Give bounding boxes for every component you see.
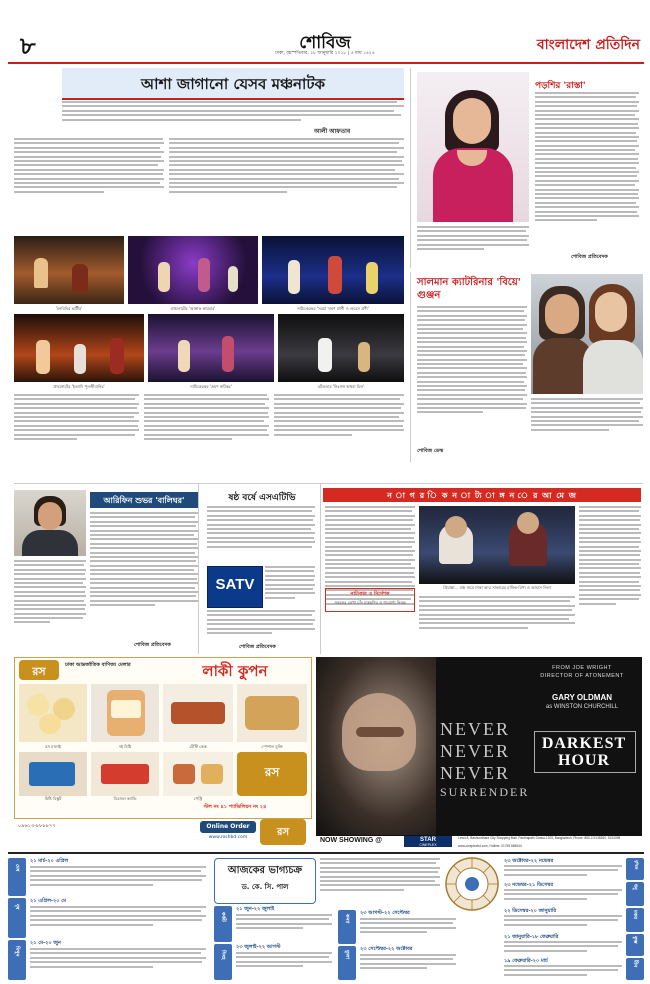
label-biscuit: মিষ্টি বিস্কুট (44, 796, 62, 801)
sign-dates: ২৩ সেপ্টেম্বর-২২ অক্টোবর (360, 946, 413, 952)
label-pastry: পেস্ট্রি (193, 796, 203, 801)
lead-story (14, 68, 404, 478)
theatre-subhead-box (325, 588, 415, 612)
sign-dates: ২১ জুন-২২ জুলাই (236, 906, 275, 912)
coupon-title: লাকী কুপন (202, 662, 268, 680)
couple-photo (531, 274, 643, 394)
satv-logo-text: SATV (215, 576, 255, 593)
stage-photo-1 (14, 236, 124, 304)
product-pastry (163, 752, 233, 796)
never-1: NEVER (440, 719, 510, 739)
product-cake (163, 684, 233, 742)
label-doi: দই মিষ্টি (118, 744, 132, 749)
arifin-byline: শোবিজ প্রতিবেদক (134, 642, 171, 648)
satv-byline: শোবিজ প্রতিবেদক (239, 644, 276, 650)
satv-body-bottom (207, 610, 315, 646)
never-2: NEVER (440, 741, 510, 761)
coupon-footer (14, 818, 310, 847)
caption-2: প্রাচ্যনাটের 'আঙ্গাক কারবার' (170, 306, 216, 311)
movie-director: DIRECTOR OF ATONEMENT (540, 673, 624, 679)
theatre-caption: প্রিয়াঙ্কা... মঞ্চ জমে ঢাকা আর সাভারের মানিক-রিপা ও আমাস নিলা (443, 585, 551, 590)
caption-5: নাট্যকেন্দ্রের 'ভ্রমণ নাটকর' (190, 384, 232, 389)
cinema-name (404, 836, 452, 847)
cinema-address: Level-8, Bashundhara City Shopping Mall, Panthapath Dhaka-1205, Bangladesh. Phone: 880-2-9138260, 9134098 (458, 836, 621, 840)
sign-name: মকর (632, 910, 638, 920)
satv-headline: ষষ্ঠ বর্ষে এসএটিভি (228, 493, 296, 503)
sign-name: ধনু (632, 884, 638, 890)
arifin-body-2 (14, 560, 86, 650)
arifin-headline: আরিফিন শুভর 'বালিঘর' (103, 496, 185, 505)
sign-name: কুম্ভ (632, 936, 638, 944)
lead-headline-box (62, 68, 404, 100)
page-number: ৮ (20, 32, 36, 60)
sign-dates: ২২ ডিসেম্বর-২০ জানুয়ারি (504, 908, 557, 914)
stage-photo-5 (148, 314, 274, 382)
online-order-button[interactable] (200, 821, 256, 833)
satv-body-top (207, 506, 315, 564)
theatre-body-3 (579, 506, 641, 646)
sign-name: বৃষ (14, 904, 20, 910)
salman-body-right (531, 398, 643, 454)
satv-story (198, 483, 321, 654)
sign-kanya (338, 910, 456, 944)
side-story (410, 68, 647, 268)
darkest-hour-ad (316, 657, 642, 835)
horoscope-author: ড. কে. সি. পাল (241, 883, 289, 891)
sign-dates: ২১ জানুয়ারি-১৮ ফেব্রুয়ারি (504, 934, 559, 940)
sign-name: মিথুন (14, 946, 20, 957)
sign-name: কর্কট (220, 912, 226, 922)
theatre-photo (419, 506, 575, 584)
horoscope-section (8, 852, 644, 982)
arifin-photo (14, 490, 86, 556)
caption-3: নাট্যকেন্দ্রের 'সরয়া দামণ প্রাণী ও শুরেস প্রণী' (297, 306, 369, 311)
churchill-portrait (316, 657, 436, 835)
salman-headline: সালমান ক্যাটরিনার 'বিয়ে' গুঞ্জন (417, 277, 521, 301)
salman-body-left (417, 306, 527, 456)
product-rasmalai (19, 684, 87, 742)
caption-6: বটতলার 'নিঃসঙ্গ অথবা চিল' (317, 384, 365, 389)
sign-name: মেষ (14, 864, 20, 872)
product-doi (91, 684, 159, 742)
movie-from: FROM JOE WRIGHT (552, 665, 612, 671)
cinema-star: STAR (420, 837, 436, 843)
sign-dates: ২৩ আগস্ট-২২ সেপ্টেম্বর (360, 910, 410, 916)
movie-role: as WINSTON CHURCHILL (545, 704, 619, 710)
ros-logo: রস (19, 660, 59, 680)
theatre-subtitle: সকলের লেখা চাঁদ মঞ্চমণির ও গবেষণা নিবন্ধ (334, 600, 406, 605)
sign-makar (504, 908, 644, 932)
section-title: শোবিজ (299, 33, 351, 53)
satv-body-side (265, 566, 315, 610)
label-mukti: স্পেশাল মুক্তি (261, 744, 283, 749)
dateline: ঢাকা, বৃহস্পতিবার, ১৮ জানুয়ারি ২০১৮ | ৫ মাঘ ১৪২৪ (275, 51, 375, 56)
zodiac-wheel-icon (444, 856, 500, 912)
salman-story (410, 272, 643, 462)
showing-bar (316, 835, 642, 848)
sign-dhanu (504, 882, 644, 906)
theatre-body-2 (419, 596, 575, 648)
lead-body-bottom-1 (14, 394, 139, 476)
sign-dates: ২৩ অক্টোবর-২২ নভেম্বর (504, 858, 554, 864)
movie-title: DARKEST HOUR (541, 735, 627, 769)
label-cake: টেস্টি কেক (189, 744, 207, 749)
sign-tula (338, 946, 456, 980)
sign-karkat (214, 906, 332, 942)
horoscope-intro (320, 858, 440, 906)
label-candy: ডিজেল ক্যান্ডি (113, 796, 137, 801)
paper-name: বাংলাদেশ প্রতিদিন (536, 37, 640, 53)
movie-title-box (534, 731, 636, 773)
side-body-under (417, 226, 529, 266)
actress-photo (417, 72, 529, 222)
sign-dates: ২১ মার্চ-২০ এপ্রিল (30, 858, 69, 864)
lead-byline: আলী আফতাব (314, 128, 351, 135)
lead-intro (62, 101, 404, 135)
sign-brish (8, 898, 208, 938)
sign-dates: ২১ এপ্রিল-২০ মে (30, 898, 67, 904)
product-candy (91, 752, 159, 796)
sign-name: বৃশ্চিক (634, 860, 639, 870)
cinema-sub: CINEPLEX (419, 843, 437, 847)
surrender: SURRENDER (440, 785, 530, 799)
stage-photo-4 (14, 314, 144, 382)
lucky-coupon-ad (14, 657, 312, 819)
side-byline: শোবিজ প্রতিবেদক (571, 254, 608, 260)
sign-brishchik (504, 858, 644, 880)
never-3: NEVER (440, 763, 510, 783)
sign-simha (214, 944, 332, 980)
online-order-label: Online Order (206, 823, 250, 830)
lead-body-left (14, 138, 164, 238)
satv-logo (207, 566, 263, 608)
caption-1: 'বনবিবির ভাটীর' (55, 306, 83, 311)
lead-body-bottom-3 (274, 394, 404, 476)
theatre-subhead: নাট্যকার ও নির্দেশক (350, 591, 390, 597)
sign-name: কন্যা (344, 914, 350, 924)
horoscope-title: আজকের ভাগ্যচক্র (227, 865, 303, 876)
theatre-body-1 (325, 506, 415, 646)
sign-dates: ২১ মে-২০ জুন (30, 940, 61, 946)
ros-logo-small: রস (260, 819, 306, 845)
sign-kumbha (504, 934, 644, 956)
sign-dates: ১৯ ফেব্রুয়ারি-২০ মার্চ (504, 958, 548, 964)
coupon-phone: ০৯৬১৩-৮৮৮৮৭৭ (18, 823, 56, 829)
lead-body-bottom-2 (144, 394, 269, 476)
web-link-1[interactable]: www.roshbd.com (208, 835, 248, 840)
product-mukti (237, 684, 307, 742)
sign-name: তুলা (344, 950, 350, 959)
sign-name: মীন (632, 960, 638, 968)
sign-dates: ২৩ নভেম্বর-২১ ডিসেম্বর (504, 882, 554, 888)
sign-mesh (8, 858, 208, 896)
sign-name: সিংহ (220, 950, 226, 960)
theatre-banner (323, 488, 641, 502)
side-body (535, 92, 639, 262)
theatre-section (320, 483, 643, 654)
lead-body-right (169, 138, 404, 238)
horoscope-title-box (214, 858, 316, 904)
label-rasmalai: রস মালাই (45, 744, 61, 749)
sign-meen (504, 958, 644, 980)
masthead (0, 0, 650, 60)
movie-actor: GARY OLDMAN (552, 693, 612, 702)
coupon-tagline: ঢাকা আন্তর্জাতিক বাণিজ্য মেলার (65, 662, 131, 668)
sign-mithun (8, 940, 208, 980)
masthead-rule (8, 62, 644, 64)
arifin-headline-box (90, 492, 198, 508)
salman-byline: শোবিজ ডেস্ক (417, 448, 444, 454)
product-biscuit (19, 752, 87, 796)
ros-badge: রস (237, 752, 307, 796)
stage-photo-6 (278, 314, 404, 382)
theatre-banner-text: ন া গ র ি ক ন া ট্য া ঙ্গ ন ে র আ মে জ (387, 491, 577, 500)
stage-photo-2 (128, 236, 258, 304)
cinema-website[interactable]: www.cineplexbd.com, Hotline: 01755 665544 (458, 844, 522, 848)
now-showing: NOW SHOWING @ (320, 837, 383, 844)
coupon-stall: স্টল নং ৪১ প্যাভিলিয়ন নং ২৪ (203, 804, 267, 810)
side-headline: পড়শির 'রাস্তা' (535, 81, 586, 91)
lead-headline: আশা জাগানো যেসব মঞ্চনাটক (140, 75, 326, 93)
stage-photo-3 (262, 236, 404, 304)
sign-dates: ২৩ জুলাই-২২ আগস্ট (236, 944, 281, 950)
arifin-body-1 (90, 512, 198, 650)
caption-4: প্রাচ্যনাটের 'ইত্যাদি পুনর্জীবানির' (53, 384, 105, 389)
